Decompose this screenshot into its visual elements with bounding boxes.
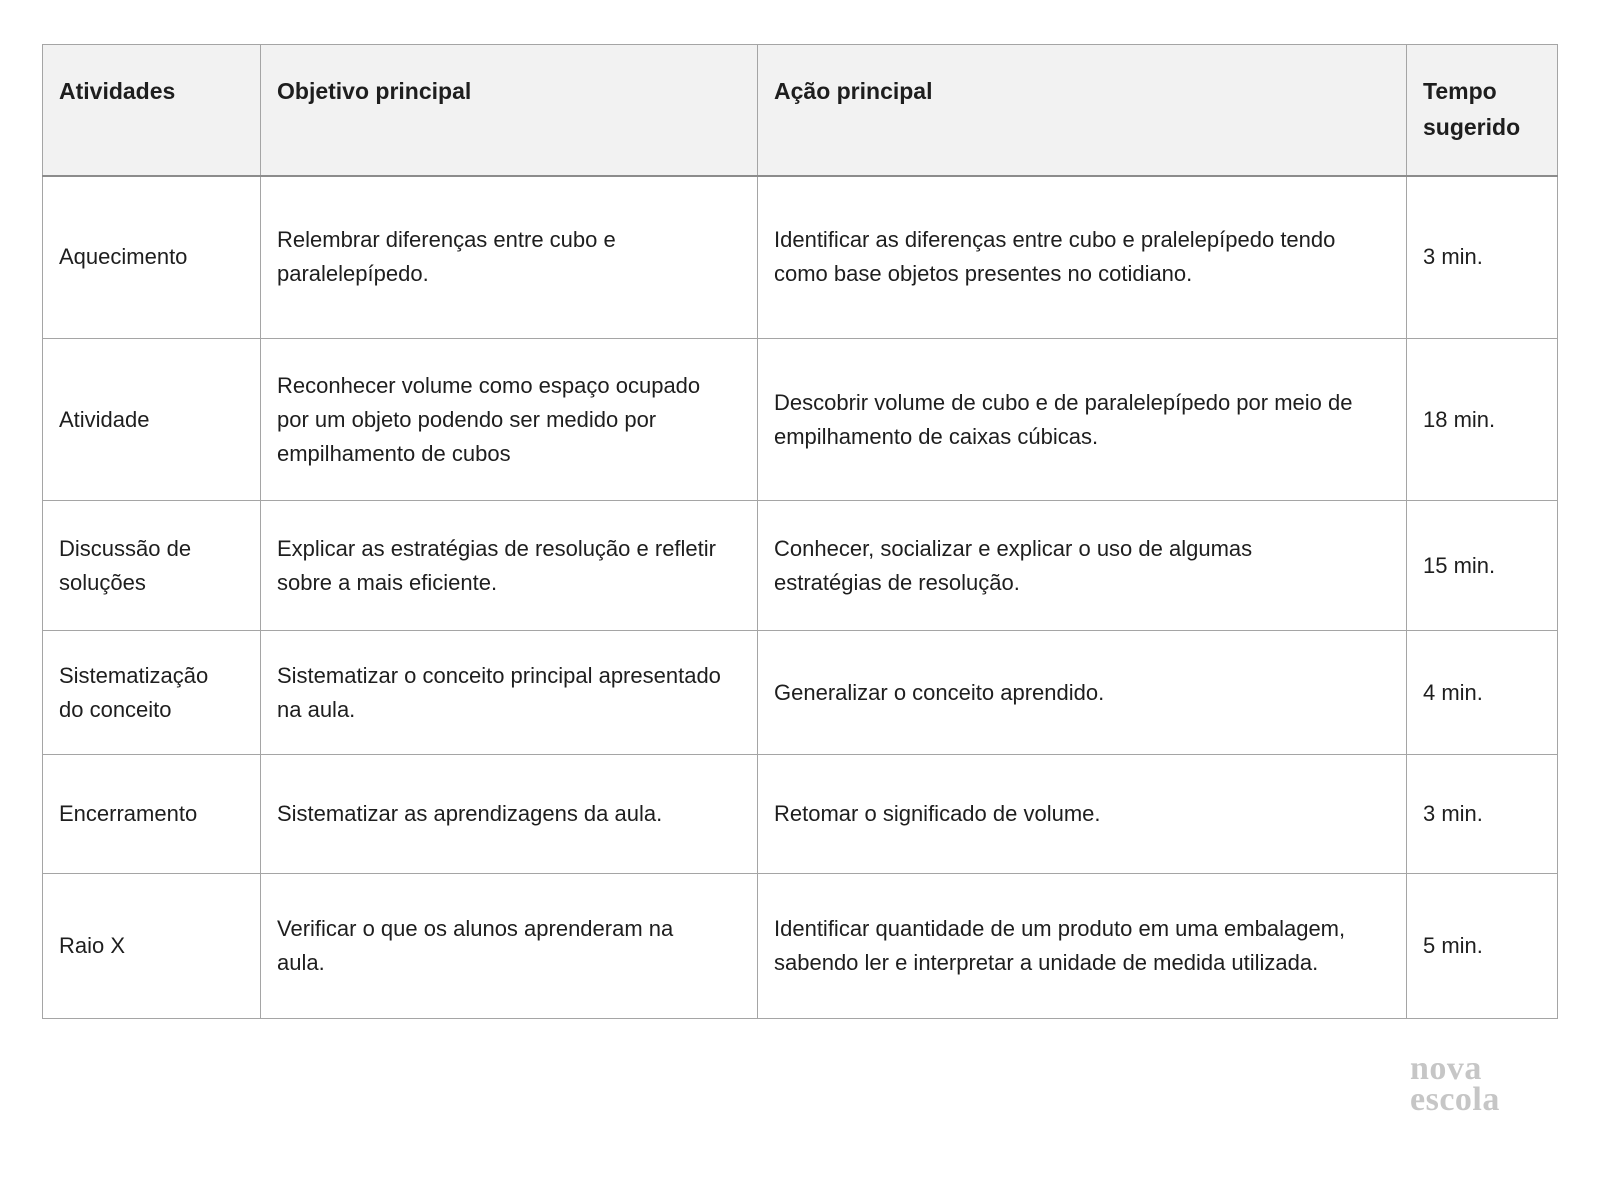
cell-atividade: Aquecimento xyxy=(43,176,261,339)
cell-objetivo: Relembrar diferenças entre cubo e paralelepípedo. xyxy=(261,176,758,339)
cell-objetivo: Reconhecer volume como espaço ocupado por um objeto podendo ser medido por empilhamento de cubos xyxy=(261,339,758,501)
cell-tempo: 3 min. xyxy=(1407,176,1558,339)
header-cell-objetivo-principal: Objetivo principal xyxy=(261,45,758,176)
cell-acao: Identificar as diferenças entre cubo e pralelepípedo tendo como base objetos presentes no cotidiano. xyxy=(758,176,1407,339)
table-row-raio-x xyxy=(43,874,1558,1019)
cell-acao: Conhecer, socializar e explicar o uso de algumas estratégias de resolução. xyxy=(758,501,1407,631)
table-row-atividade xyxy=(43,339,1558,501)
cell-atividade: Raio X xyxy=(43,874,261,1019)
cell-atividade: Discussão de soluções xyxy=(43,501,261,631)
cell-acao: Identificar quantidade de um produto em uma embalagem, sabendo ler e interpretar a unidade de medida utilizada. xyxy=(758,874,1407,1019)
cell-acao: Retomar o significado de volume. xyxy=(758,755,1407,874)
cell-acao: Generalizar o conceito aprendido. xyxy=(758,631,1407,755)
cell-objetivo: Sistematizar o conceito principal apresentado na aula. xyxy=(261,631,758,755)
cell-objetivo: Sistematizar as aprendizagens da aula. xyxy=(261,755,758,874)
cell-tempo: 5 min. xyxy=(1407,874,1558,1019)
table-row-aquecimento xyxy=(43,176,1558,339)
table-row-encerramento xyxy=(43,755,1558,874)
header-cell-acao-principal: Ação principal xyxy=(758,45,1407,176)
cell-tempo: 4 min. xyxy=(1407,631,1558,755)
header-cell-tempo-sugerido: Tempo sugerido xyxy=(1407,45,1558,176)
table-row-sistematizacao-do-conceito xyxy=(43,631,1558,755)
cell-atividade: Atividade xyxy=(43,339,261,501)
nova-escola-logo-line1: nova xyxy=(1410,1050,1482,1087)
cell-objetivo: Explicar as estratégias de resolução e refletir sobre a mais eficiente. xyxy=(261,501,758,631)
cell-tempo: 15 min. xyxy=(1407,501,1558,631)
cell-atividade: Encerramento xyxy=(43,755,261,874)
cell-atividade: Sistematização do conceito xyxy=(43,631,261,755)
table-row-discussao-de-solucoes xyxy=(43,501,1558,631)
cell-acao: Descobrir volume de cubo e de paralelepípedo por meio de empilhamento de caixas cúbicas. xyxy=(758,339,1407,501)
cell-tempo: 3 min. xyxy=(1407,755,1558,874)
cell-objetivo: Verificar o que os alunos aprenderam na aula. xyxy=(261,874,758,1019)
header-cell-atividades: Atividades xyxy=(43,45,261,176)
header-row xyxy=(43,45,1558,176)
lesson-plan-table xyxy=(42,44,1558,1019)
cell-tempo: 18 min. xyxy=(1407,339,1558,501)
nova-escola-logo xyxy=(1410,1050,1500,1118)
nova-escola-logo-line2: escola xyxy=(1410,1081,1500,1118)
